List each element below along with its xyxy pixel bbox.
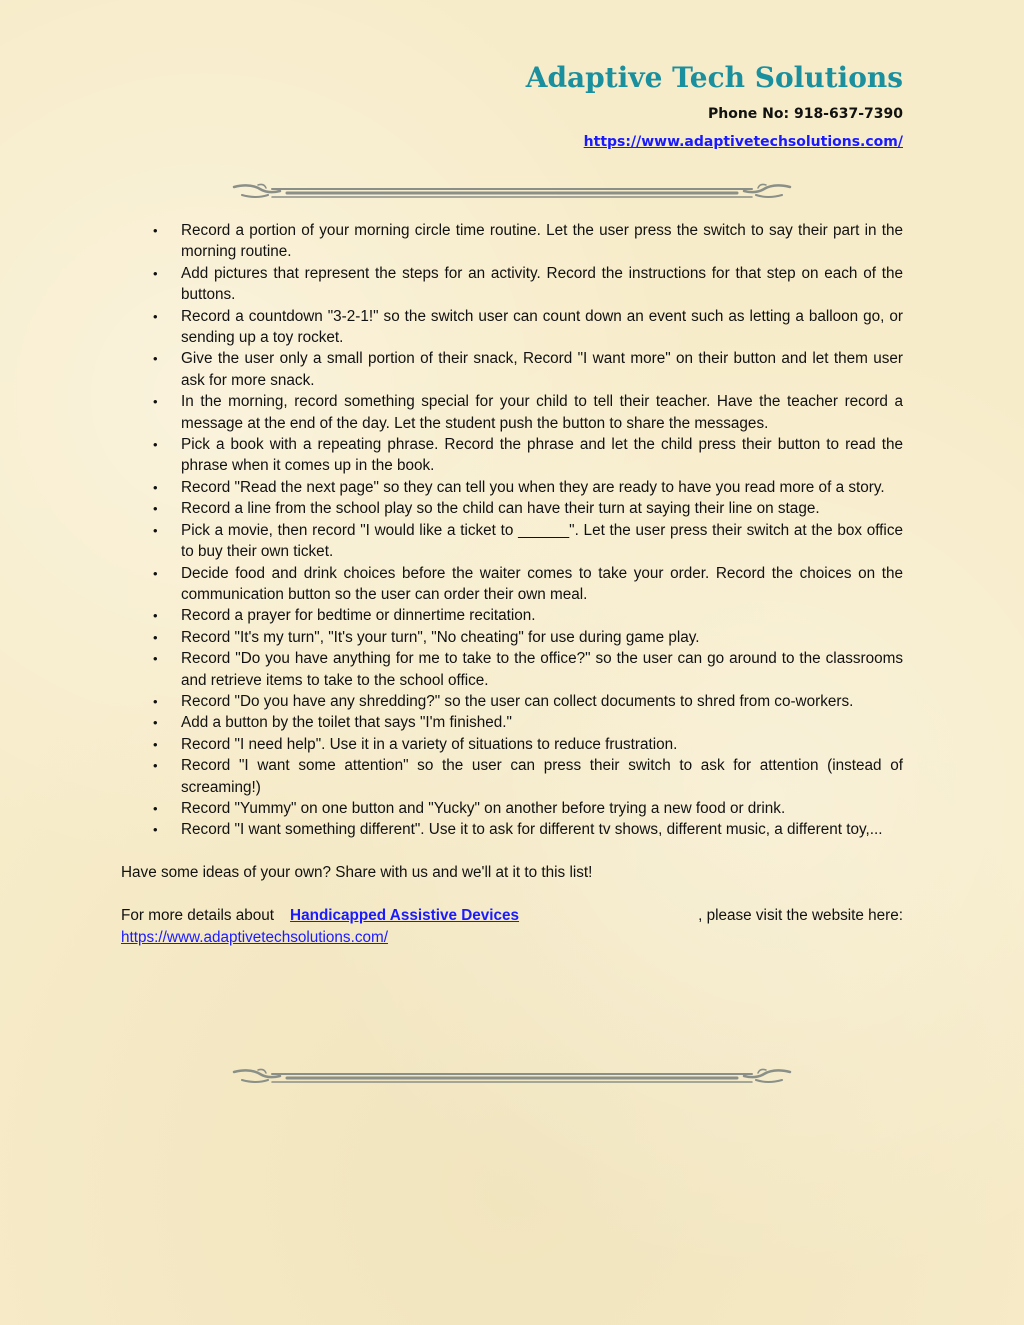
details-prefix-text: For more details about [121,907,275,925]
list-item [121,691,903,712]
list-item [121,520,903,563]
phone-number: Phone No: 918-637-7390 [707,106,903,122]
list-item-text: Record a countdown "3-2-1!" so the switch user can count down an event such as letting a balloon go, or sending up a toy rocket. [181,307,903,347]
list-item-text: Add pictures that represent the steps for an activity. Record the instructions for that step on each of the buttons. [181,264,903,304]
list-item [121,605,903,626]
bullet-icon: • [153,437,158,453]
bullet-icon: • [153,308,158,324]
list-item [121,348,903,391]
list-item-text: Record "Read the next page" so they can tell you when they are ready to have you read more of a story. [181,478,885,496]
company-title: Adaptive Tech Solutions [525,61,903,94]
list-item-text: Record "It's my turn", "It's your turn", "No cheating" for use during game play. [181,628,700,646]
bullet-icon: • [153,651,158,667]
list-item [121,434,903,477]
list-item [121,477,903,498]
list-item-text: Record a portion of your morning circle time routine. Let the user press the switch to say their part in the morning routine. [181,222,903,261]
page-header [526,58,903,152]
details-suffix: , please visit the website here: [698,907,903,925]
bullet-icon: • [153,394,158,410]
list-item [121,563,903,606]
list-item-text: Give the user only a small portion of their snack, Record "I want more" on their button and let them user ask for more snack. [181,350,903,389]
list-item-text: Record "I want something different". Use it to ask for different tv shows, different music, a different toy,... [181,821,883,839]
list-item [121,648,903,691]
header-website-link[interactable]: https://www.adaptivetechsolutions.com/ [583,134,903,150]
bullet-icon: • [153,565,158,581]
list-item [121,819,903,840]
list-item-text: Add a button by the toilet that says "I'm finished." [181,714,512,732]
list-item [121,755,903,798]
list-item-text: Record a prayer for bedtime or dinnertime recitation. [181,607,536,625]
bullet-icon: • [153,351,158,367]
bullet-icon: • [153,223,158,238]
list-item-text: Pick a book with a repeating phrase. Record the phrase and let the child press their button to read the phrase when it comes up in the book. [181,436,903,475]
footer-website-link[interactable]: https://www.adaptivetechsolutions.com/ [121,928,388,946]
list-item [121,220,903,263]
bullet-icon: • [153,608,158,624]
bullet-icon: • [153,265,158,281]
list-item-text: Record a line from the school play so the child can have their turn at saying their line on stage. [181,500,820,518]
bullet-icon: • [153,479,158,495]
bullet-icon: • [153,822,158,838]
list-item-text: Record "Do you have any shredding?" so the user can collect documents to shred from co-workers. [181,692,854,710]
bottom-ornamental-divider [232,1066,792,1088]
bullet-icon: • [153,715,158,731]
list-item [121,391,903,434]
list-item-text: Record "I need help". Use it in a variety of situations to reduce frustration. [181,735,678,753]
list-item-text: Decide food and drink choices before the waiter comes to take your order. Record the choices on the communication button so the user can order their own meal. [181,564,903,603]
bullet-icon: • [153,629,158,645]
share-paragraph: Have some ideas of your own? Share with us and we'll at it to this list! [121,863,593,881]
bullet-icon: • [153,758,158,774]
list-item [121,712,903,733]
details-paragraph [121,905,903,948]
bullet-icon: • [153,736,158,752]
list-item [121,627,903,648]
bullet-icon: • [153,693,158,709]
list-item-text: Record "I want some attention" so the user can press their switch to ask for attention (instead of screaming!) [181,757,903,796]
bullet-icon: • [153,800,158,816]
details-line [121,905,903,926]
details-prefix [121,905,274,926]
details-link-wrapper [290,905,903,926]
bullet-icon: • [153,522,158,538]
list-item-text: Record "Do you have anything for me to take to the office?" so the user can go around to the classrooms and retrieve items to take to the school office. [181,650,903,689]
main-content [121,220,903,948]
list-item-text: Record "Yummy" on one button and "Yucky" on another before trying a new food or drink. [181,799,786,817]
bullet-icon: • [153,501,158,517]
list-item [121,263,903,306]
assistive-devices-link[interactable]: Handicapped Assistive Devices [290,907,520,925]
list-item [121,306,903,349]
top-ornamental-divider [232,181,792,203]
list-item [121,798,903,819]
ornament-divider-icon [232,181,792,203]
ideas-list [121,220,903,841]
list-item [121,734,903,755]
list-item [121,498,903,519]
list-item-text: In the morning, record something special for your child to tell their teacher. Have the teacher record a message at the end of the day. Let the student push the button to share the messages. [181,393,903,432]
list-item-text: Pick a movie, then record "I would like a ticket to ______". Let the user press their switch at the box office to buy their own ticket. [181,521,903,561]
ornament-divider-icon [232,1066,792,1088]
